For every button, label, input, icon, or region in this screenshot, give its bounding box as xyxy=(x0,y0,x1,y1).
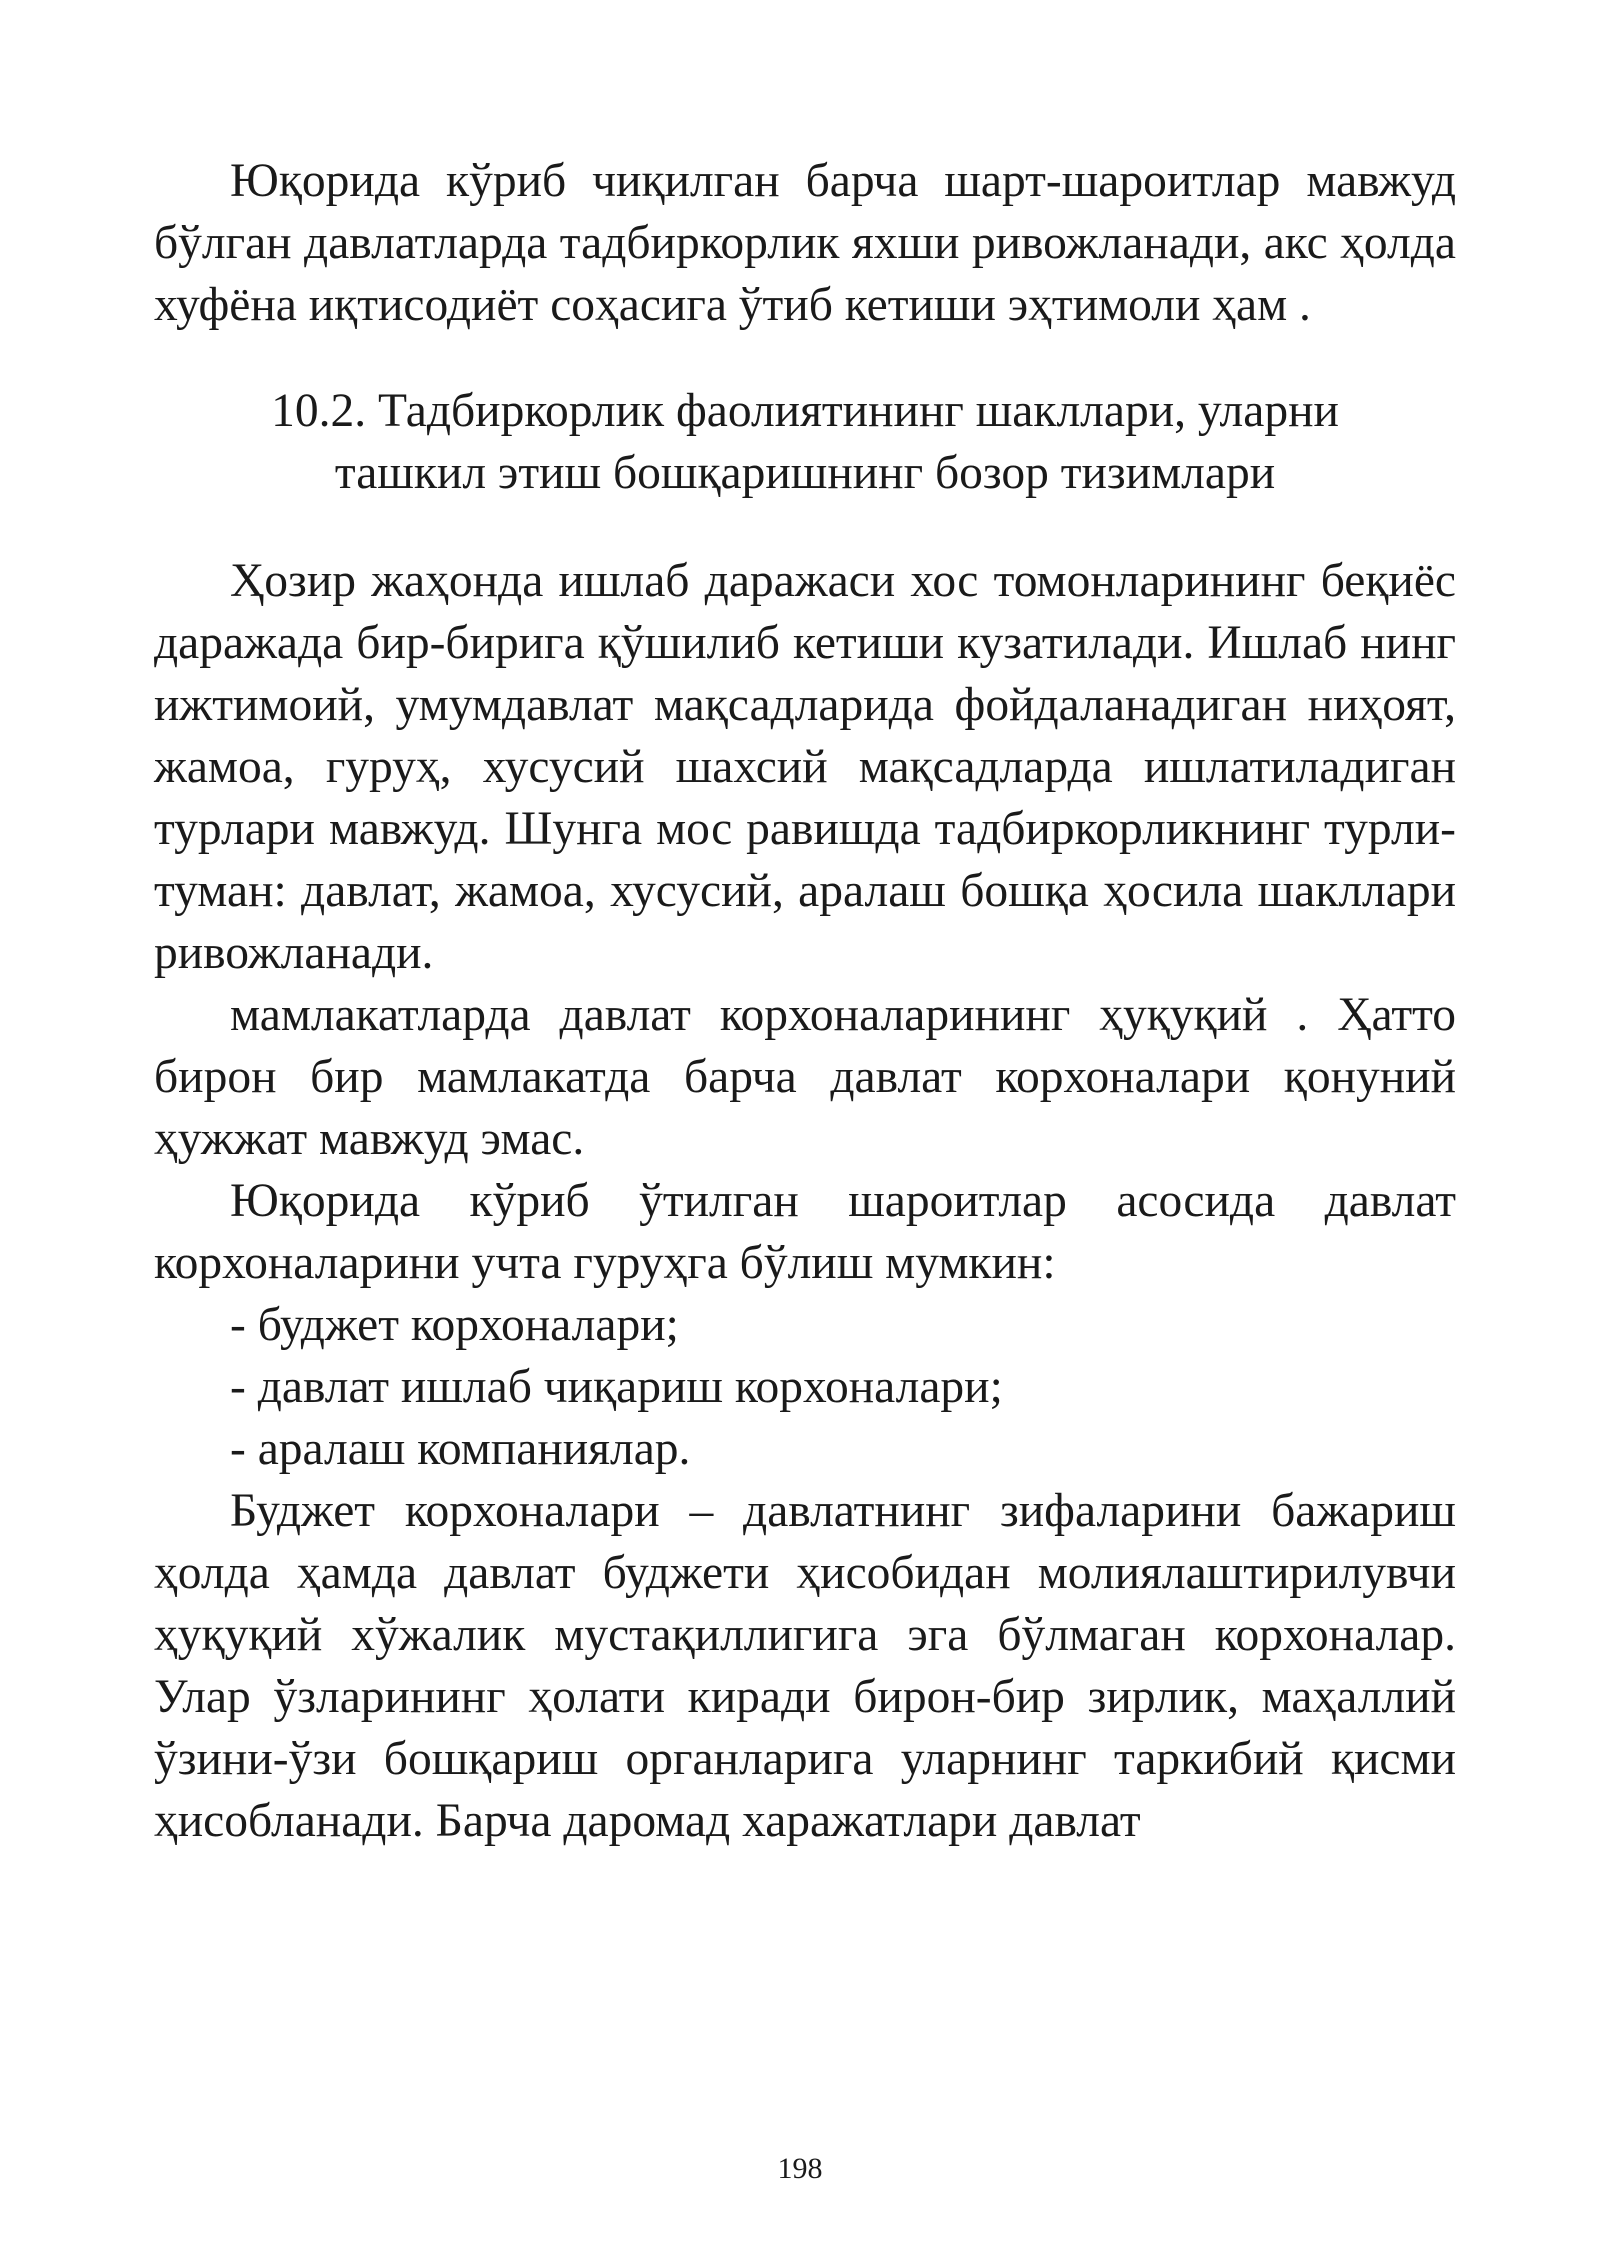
list-item: - давлат ишлаб чиқариш корхоналари; xyxy=(230,1361,1003,1413)
section-heading xyxy=(154,380,1456,504)
page-body xyxy=(154,150,1456,1852)
paragraph-groups: Юқорида кўриб ўтилган шароитлар асосида давлат корхоналарини учта гуруҳга бўлиш мумкин: xyxy=(154,1175,1456,1289)
section-heading-line-2: ташкил этиш бошқаришнинг бозор тизимлари xyxy=(334,447,1276,499)
list-item: - аралаш компаниялар. xyxy=(230,1423,691,1475)
list-item: - буджет корхоналари; xyxy=(230,1299,679,1351)
paragraph-forms: Ҳозир жаҳонда ишлаб даражаси хос томонларининг беқиёс даражада бир-бирига қўшилиб кетиши кузатилади. Ишлаб нинг ижтимоий, умумдавлат мақсадларида фойдаланадиган ниҳоят, жамоа, гуруҳ, хусусий шахсий мақсадларда ишлатиладиган турлари мавжуд. Шунга мос равишда тадбиркорликнинг турли-туман: давлат, жамоа, хусусий, аралаш бошқа ҳосила шакллари ривожланади. xyxy=(154,555,1456,979)
section-heading-line-1: 10.2. Тадбиркорлик фаолиятининг шакллари, уларни xyxy=(271,385,1339,437)
page-number: 198 xyxy=(777,2152,823,2185)
paragraph-intro: Юқорида кўриб чиқилган барча шарт-шароитлар мавжуд бўлган давлатларда тадбиркорлик яхши ривожланади, акс ҳолда хуфёна иқтисодиёт соҳасига ўтиб кетиши эҳтимоли ҳам . xyxy=(154,155,1456,331)
paragraph-budget-enterprises: Буджет корхоналари – давлатнинг зифаларини бажариш ҳолда ҳамда давлат буджети ҳисобидан молиялаштирилувчи ҳуқуқий хўжалик мустақиллигига эга бўлмаган корхоналар. Улар ўзларининг ҳолати киради бирон-бир зирлик, маҳаллий ўзини-ўзи бошқариш органларига уларнинг таркибий қисми ҳисобланади. Барча даромад харажатлари давлат xyxy=(154,1485,1456,1847)
paragraph-legal-status: мамлакатларда давлат корхоналарининг ҳуқуқий . Ҳатто бирон бир мамлакатда барча давлат корхоналари қонуний ҳужжат мавжуд эмас. xyxy=(154,989,1456,1165)
